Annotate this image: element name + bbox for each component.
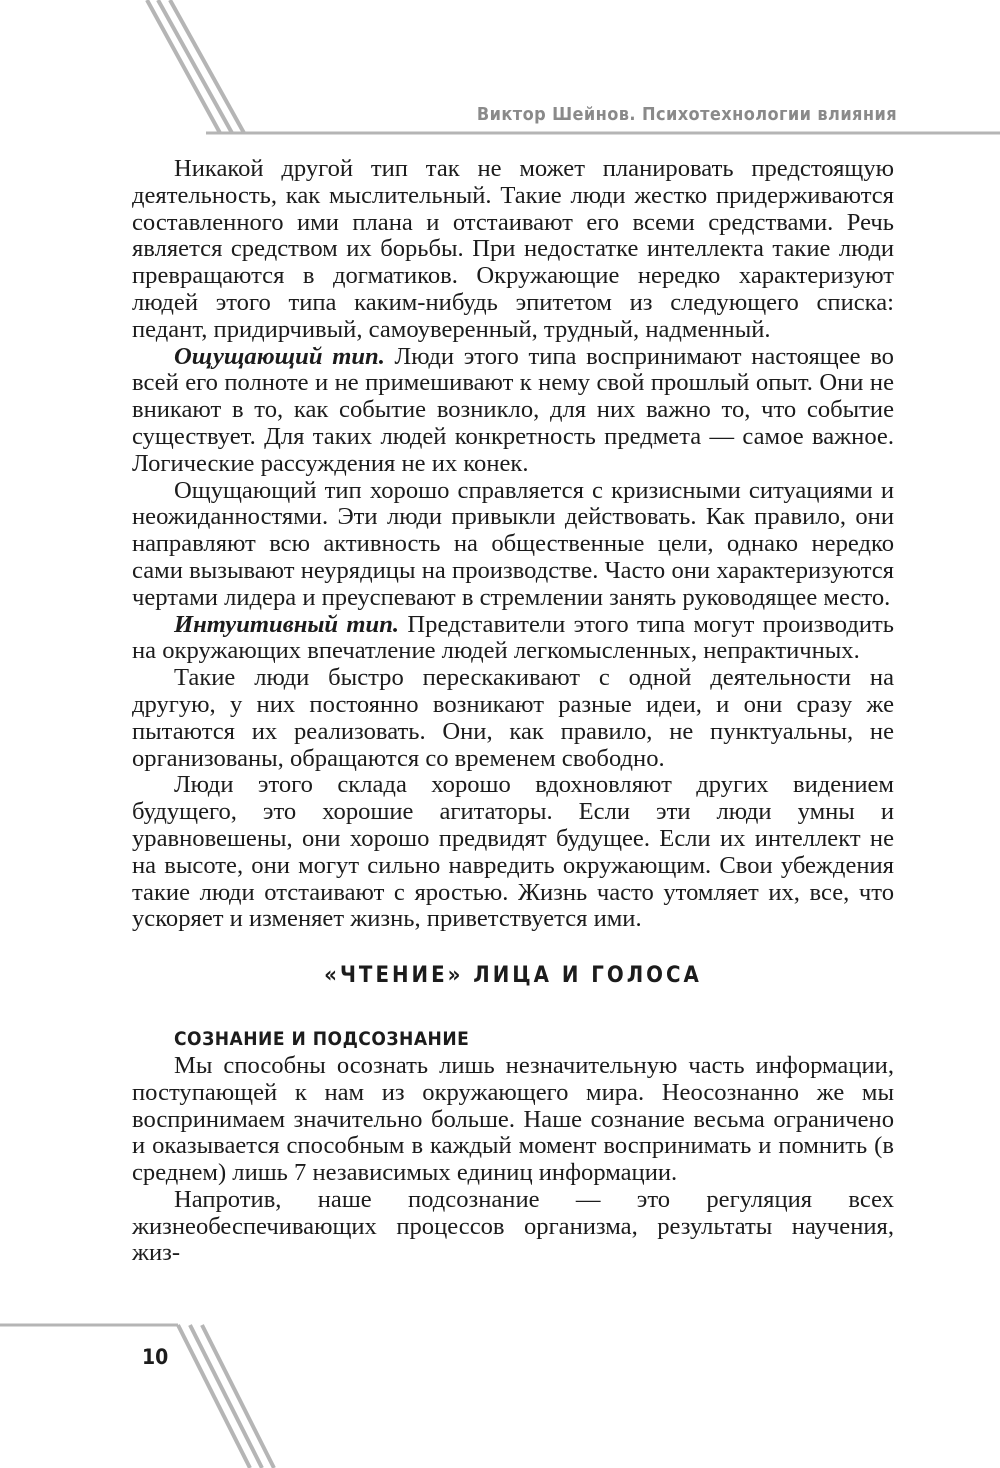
- paragraph-lead: Интуитивный тип.: [174, 610, 400, 638]
- paragraph-lead: Ощущающий тип.: [174, 342, 385, 370]
- paragraph: Мы способны осознать лишь незначительную часть информации, поступающей к нам из окружающего мира. Неосознанно же мы воспринимаем значительно больше. Наше сознание весьма ограничено и оказывается способным в каждый момент воспринимать и помнить (в среднем) лишь 7 независимых единиц информации.: [132, 1051, 894, 1187]
- paragraph: Напротив, наше подсознание — это регуляция всех жизнеобеспечивающих процессов организма, результаты научения, жиз-: [132, 1185, 894, 1267]
- paragraph: Никакой другой тип так не может планировать предстоящую деятельность, как мыслительный. Такие люди жестко придерживаются составленного ими плана и отстаивают его всеми средствами. Речь является средством их борьбы. При недостатке интеллекта такие люди превращаются в догматиков. Окружающие нередко характеризуют людей этого типа каким-нибудь эпитетом из следующего списка: педант, придирчивый, самоуверенный, трудный, надменный.: [132, 155, 894, 343]
- paragraph-text: Представители этого типа могут производить на окружающих впечатление людей легкомысленных, непрактичных.: [132, 610, 894, 665]
- subsection-heading: СОЗНАНИЕ И ПОДСОЗНАНИЕ: [174, 1027, 470, 1050]
- paragraph: [132, 612, 894, 666]
- paragraph-text: Люди этого типа воспринимают настоящее во всей его полноте и не примешивают к нему свой прошлый опыт. Они не вникают в то, как событие возникло, для них важно то, что событие существует. Для таких людей конкретность предмета — самое важное. Логические рассуждения не их конек.: [132, 342, 894, 477]
- paragraph: Такие люди быстро перескакивают с одной деятельности на другую, у них постоянно возникают разные идеи, и они сразу же пытаются их реализовать. Они, как правило, не пунктуальны, не организованы, обращаются со временем свободно.: [132, 664, 894, 772]
- bottom-corner-lines: [0, 1325, 274, 1468]
- section-heading: «ЧТЕНИЕ» ЛИЦА И ГОЛОСА: [324, 963, 702, 989]
- paragraph: Ощущающий тип хорошо справляется с кризисными ситуациями и неожиданностями. Эти люди привыкли действовать. Как правило, они направляют всю активность на общественные цели, однако нередко сами вызывают неурядицы на производстве. Часто они характеризуются чертами лидера и преуспевают в стремлении занять руководящее место.: [132, 476, 894, 611]
- paragraph: [132, 344, 894, 478]
- page-number: 10: [142, 1345, 169, 1369]
- paragraph: Люди этого склада хорошо вдохновляют других видением будущего, это хорошие агитаторы. Если эти люди умны и уравновешены, они хорошо предвидят будущее. Если их интеллект не на высоте, они могут сильно навредить окружающим. Свои убеждения такие люди отстаивают с яростью. Жизнь часто утомляет их, все, что ускоряет и изменяет жизнь, приветствуется ими.: [132, 771, 894, 933]
- page-body: [132, 156, 894, 1267]
- running-head: Виктор Шейнов. Психотехнологии влияния: [476, 104, 897, 125]
